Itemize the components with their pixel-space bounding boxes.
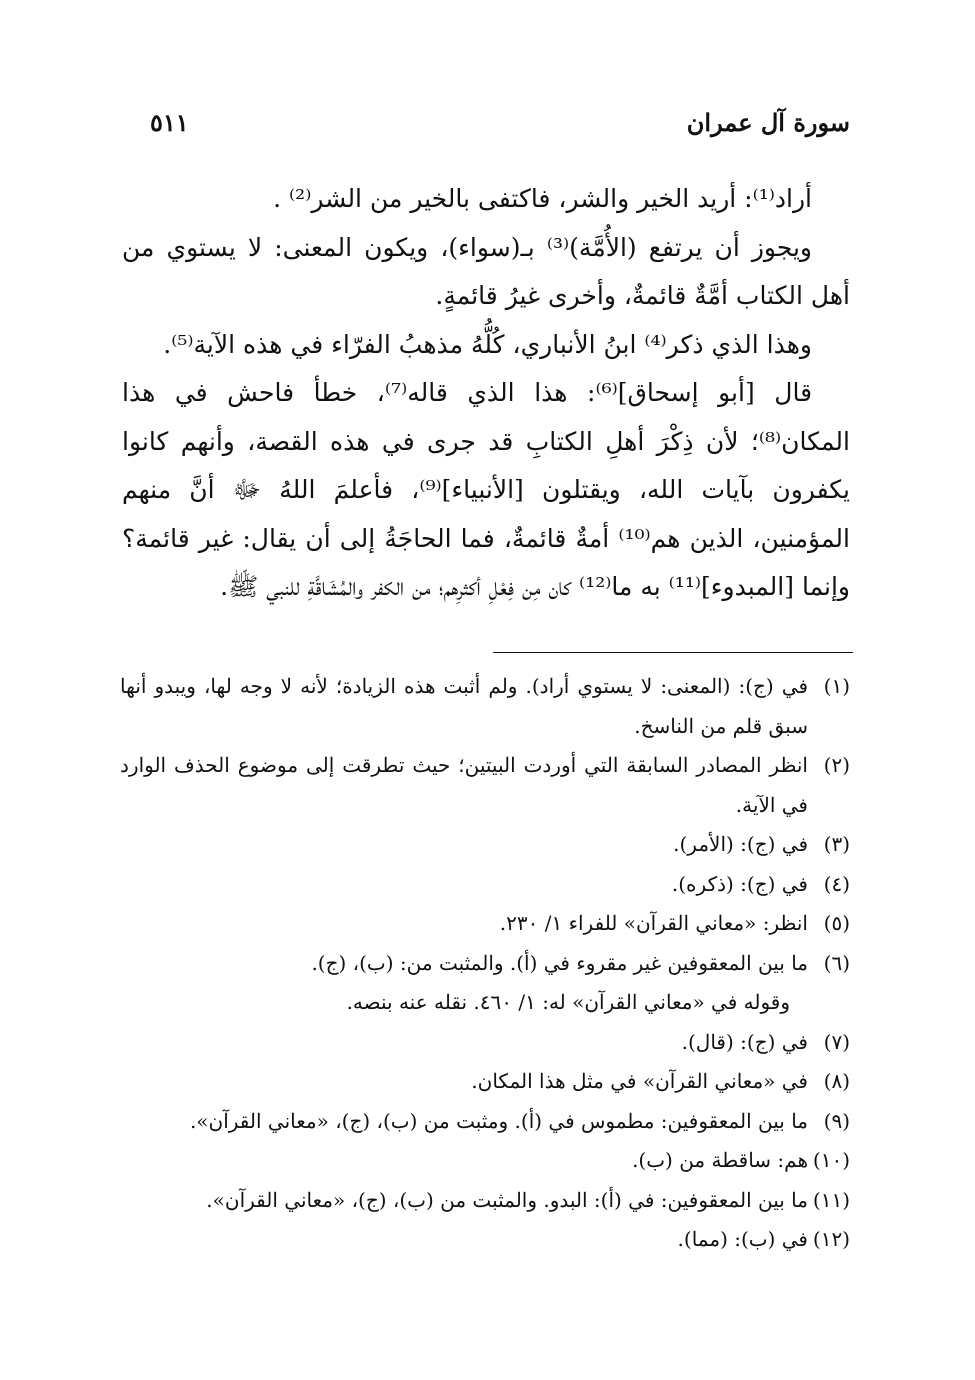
footnote xyxy=(120,746,850,825)
paragraph: قال [أبو إسحاق]⁽⁶⁾: هذا الذي قاله⁽⁷⁾، خطأ فاحش في هذا المكان⁽⁸⁾؛ لأن ذِكْرَ أهلِ الكتابِ قد جرى في هذه القصة، وأنهم كانوا يكفرون بآيات الله، ويقتلون [الأنبياء]⁽⁹⁾، فأعلمَ اللهُ ﷻ أنَّ منهم المؤمنين، الذين هم⁽¹⁰⁾ أمةٌ قائمةٌ، فما الحاجَةُ إلى أن يقال: غير قائمة؟ وإنما [المبدوء]⁽¹¹⁾ به ما⁽¹²⁾ كان مِن فِعْلِ أكثرِهم؛ من الكفر والمُشَاقَّةِ للنبي ﷺ. xyxy=(122,378,850,601)
footnote-text: انظر المصادر السابقة التي أوردت البيتين؛ حيث تطرقت إلى موضوع الحذف الوارد في الآية. xyxy=(120,753,808,817)
footnote xyxy=(120,667,850,746)
footnote-text: ما بين المعقوفين غير مقروء في (أ). والمثبت من: (ب)، (ج). xyxy=(311,950,808,975)
footnote-text: في (ج): (ذكره). xyxy=(671,871,808,896)
footnote-number: (١١) xyxy=(812,1187,850,1212)
footnote-text: وقوله في «معاني القرآن» له: ١/ ٤٦٠. نقله عنه بنصه. xyxy=(346,990,790,1014)
footnote-text: ما بين المعقوفين: مطموس في (أ). ومثبت من (ب)، (ج)، «معاني القرآن». xyxy=(189,1108,808,1133)
footnote-text: هم: ساقطة من (ب). xyxy=(632,1148,808,1172)
footnote-text: ما بين المعقوفين: في (أ): البدو. والمثبت من (ب)، (ج)، «معاني القرآن». xyxy=(206,1187,808,1212)
footnote-number: (٤) xyxy=(823,871,850,896)
footnote-number: (٧) xyxy=(823,1029,850,1054)
footnote-number: (٢) xyxy=(823,753,850,777)
footnote-text: في (ج): (المعنى: لا يستوي أراد). ولم أثبت هذه الزيادة؛ لأنه لا وجه لها، ويبدو أنها سبق قلم من الناسخ. xyxy=(120,674,808,738)
footnote xyxy=(120,1102,850,1142)
footnote-text: في (ب): (مما). xyxy=(677,1227,808,1251)
footnote-number: (٥) xyxy=(823,911,850,935)
footnote-continuation xyxy=(120,983,850,1023)
surah-title: سورة آل عمران xyxy=(686,108,850,137)
footnote-text: في «معاني القرآن» في مثل هذا المكان. xyxy=(471,1069,808,1093)
paragraph: ويجوز أن يرتفع (الأُمَّة)⁽³⁾ بـ(سواء)، ويكون المعنى: لا يستوي من أهل الكتاب أمَّةٌ قائمةٌ، وأخرى غيرُ قائمةٍ. xyxy=(122,232,850,310)
footnote xyxy=(120,944,850,984)
page-number: ٥١١ xyxy=(150,108,189,137)
footnote-text: في (ج): (قال). xyxy=(681,1029,808,1054)
paragraph: أراد⁽¹⁾: أريد الخير والشر، فاكتفى بالخير من الشر⁽²⁾ . xyxy=(273,184,812,213)
footnote-number: (٨) xyxy=(823,1069,850,1093)
footnote-number: (١٢) xyxy=(812,1227,850,1251)
footnote-number: (٣) xyxy=(823,832,850,856)
footnote-text: انظر: «معاني القرآن» للفراء ١/ ٢٣٠. xyxy=(499,911,808,935)
footnote xyxy=(120,904,850,944)
footnote xyxy=(120,1181,850,1221)
page-header xyxy=(150,108,850,148)
footnote xyxy=(120,1220,850,1260)
footnotes xyxy=(120,667,850,1260)
footnote-number: (٩) xyxy=(823,1108,850,1133)
footnote xyxy=(120,825,850,865)
footnote-number: (١٠) xyxy=(812,1148,850,1172)
footnote xyxy=(120,1141,850,1181)
footnote-number: (٦) xyxy=(823,950,850,975)
footnote-divider xyxy=(493,652,853,653)
footnote-text: في (ج): (الأمر). xyxy=(673,832,808,856)
main-text xyxy=(122,175,850,612)
footnote xyxy=(120,1023,850,1063)
footnote xyxy=(120,1062,850,1102)
footnote-number: (١) xyxy=(823,674,850,698)
footnote xyxy=(120,865,850,905)
paragraph: وهذا الذي ذكر⁽⁴⁾ ابنُ الأنباري، كُلُّهُ مذهبُ الفرّاء في هذه الآية⁽⁵⁾. xyxy=(163,329,812,359)
